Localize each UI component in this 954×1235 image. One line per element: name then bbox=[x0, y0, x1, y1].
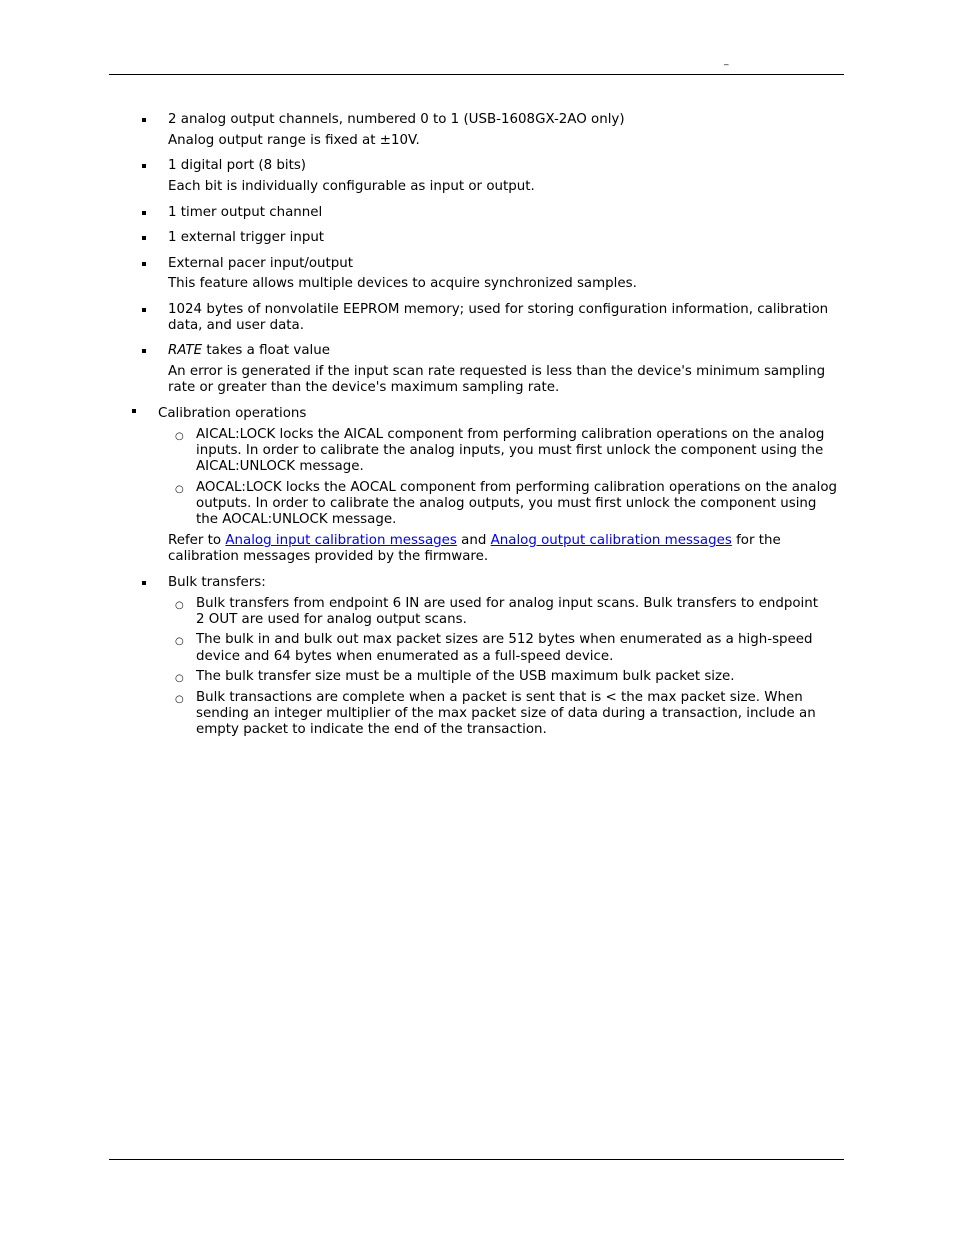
bullet-icon bbox=[142, 581, 146, 585]
list-item-rate bbox=[168, 343, 825, 396]
item-subtext: An error is generated if the input scan rate requested is less than the device's minimum sampling bbox=[168, 364, 826, 379]
rate-text: takes a float value bbox=[202, 343, 330, 358]
bullet-icon bbox=[132, 409, 136, 413]
item-text: inputs. In order to calibrate the analog inputs, you must first unlock the component using the bbox=[196, 443, 824, 458]
item-subtext: Analog output range is fixed at ±10V. bbox=[168, 133, 420, 148]
list-item-trigger bbox=[168, 230, 324, 246]
item-text: device and 64 bytes when enumerated as a full-speed device. bbox=[196, 649, 614, 664]
item-text: AOCAL:LOCK locks the AOCAL component from performing calibration operations on the analog bbox=[196, 480, 838, 495]
list-item-eeprom bbox=[168, 302, 828, 334]
item-subtext: This feature allows multiple devices to acquire synchronized samples. bbox=[168, 276, 637, 291]
item-text: AICAL:LOCK locks the AICAL component from performing calibration operations on the analog bbox=[196, 427, 825, 442]
item-text: 1 timer output channel bbox=[168, 205, 323, 220]
item-text: AICAL:UNLOCK message. bbox=[196, 459, 364, 474]
calibration-refer-paragraph bbox=[168, 533, 781, 565]
list-item-analog-output bbox=[168, 112, 625, 149]
footer-rule bbox=[109, 1159, 844, 1160]
list-item-aical bbox=[196, 427, 824, 475]
list-item-timer bbox=[168, 205, 322, 221]
item-text: 1 external trigger input bbox=[168, 230, 325, 245]
list-item-bulk-endpoints bbox=[196, 596, 818, 628]
item-text: 1024 bytes of nonvolatile EEPROM memory; used for storing configuration information, calibration bbox=[168, 302, 829, 317]
list-item-digital-port bbox=[168, 158, 535, 195]
item-text: Bulk transfers from endpoint 6 IN are used for analog input scans. Bulk transfers to endpoint bbox=[196, 596, 818, 611]
circle-bullet-icon: ○ bbox=[175, 431, 184, 442]
header-rule bbox=[109, 74, 844, 75]
bullet-icon bbox=[142, 349, 146, 353]
analog-input-calibration-link[interactable]: Analog input calibration messages bbox=[225, 533, 457, 548]
item-text: 2 OUT are used for analog output scans. bbox=[196, 612, 467, 627]
circle-bullet-icon: ○ bbox=[175, 673, 184, 684]
circle-bullet-icon: ○ bbox=[175, 694, 184, 705]
bulk-heading: Bulk transfers: bbox=[168, 575, 266, 590]
bullet-icon bbox=[142, 164, 146, 168]
refer-line-2: calibration messages provided by the firmware. bbox=[168, 549, 489, 564]
item-text: data, and user data. bbox=[168, 318, 305, 333]
item-text: outputs. In order to calibrate the analog outputs, you must first unlock the component using bbox=[196, 496, 817, 511]
list-item-aocal bbox=[196, 480, 837, 528]
refer-and: and bbox=[456, 533, 491, 548]
item-text: Bulk transactions are complete when a packet is sent that is < the max packet size. When bbox=[196, 690, 803, 705]
list-item-bulk-transfer-size bbox=[196, 669, 735, 685]
analog-output-calibration-link[interactable]: Analog output calibration messages bbox=[490, 533, 732, 548]
header-mark: _ bbox=[724, 56, 729, 66]
item-text: empty packet to indicate the end of the transaction. bbox=[196, 722, 547, 737]
circle-bullet-icon: ○ bbox=[175, 636, 184, 647]
circle-bullet-icon: ○ bbox=[175, 600, 184, 611]
rate-keyword: RATE bbox=[168, 343, 203, 358]
refer-prefix: Refer to bbox=[168, 533, 226, 548]
item-subtext: Each bit is individually configurable as input or output. bbox=[168, 179, 535, 194]
item-text: The bulk in and bulk out max packet sizes are 512 bytes when enumerated as a high-speed bbox=[196, 632, 813, 647]
list-item-bulk-transactions bbox=[196, 690, 816, 738]
item-text: the AOCAL:UNLOCK message. bbox=[196, 512, 397, 527]
bullet-icon bbox=[142, 262, 146, 266]
item-text: 1 digital port (8 bits) bbox=[168, 158, 307, 173]
item-text: sending an integer multiplier of the max packet size of data during a transaction, include an bbox=[196, 706, 816, 721]
item-text: 2 analog output channels, numbered 0 to 1 (USB-1608GX-2AO only) bbox=[168, 112, 625, 127]
list-item-pacer bbox=[168, 256, 637, 292]
item-text: External pacer input/output bbox=[168, 256, 354, 271]
refer-line bbox=[168, 533, 781, 549]
calibration-heading: Calibration operations bbox=[158, 406, 307, 421]
bullet-icon bbox=[142, 236, 146, 240]
refer-suffix: for the bbox=[731, 533, 781, 548]
bullet-icon bbox=[142, 211, 146, 215]
bullet-icon bbox=[142, 118, 146, 122]
bullet-icon bbox=[142, 308, 146, 312]
item-text bbox=[168, 343, 825, 359]
list-item-bulk-packet-sizes bbox=[196, 632, 813, 665]
circle-bullet-icon: ○ bbox=[175, 484, 184, 495]
item-text: The bulk transfer size must be a multiple of the USB maximum bulk packet size. bbox=[196, 669, 735, 684]
item-subtext: rate or greater than the device's maximum sampling rate. bbox=[168, 380, 560, 395]
